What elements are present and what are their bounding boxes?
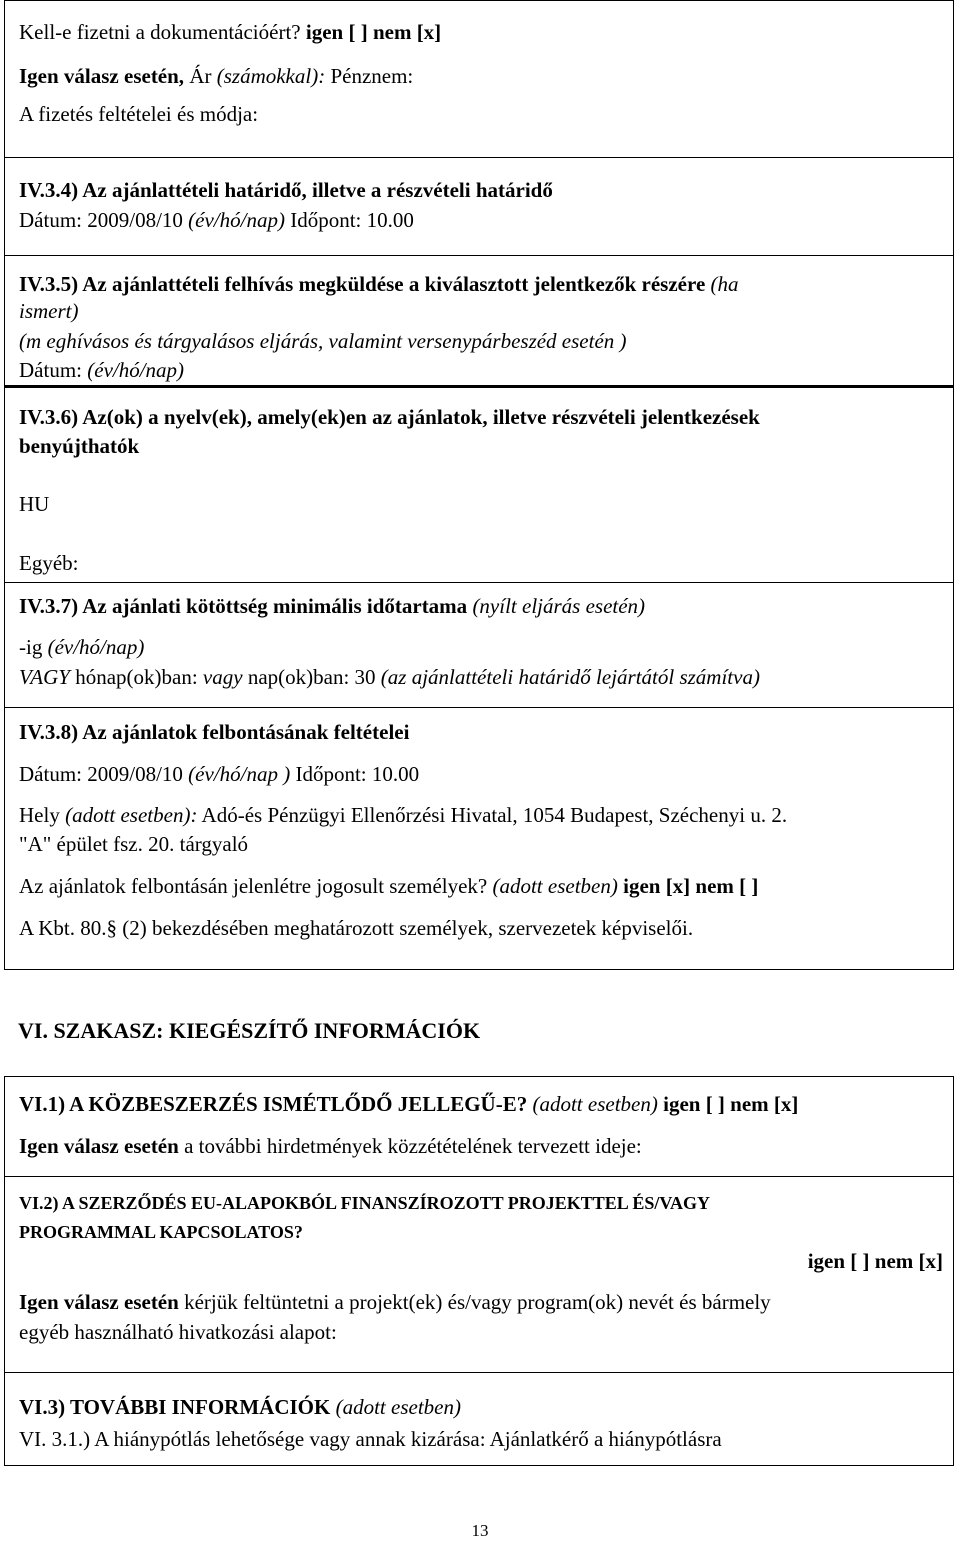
section-iv38-persons: Az ajánlatok felbontásán jelenlétre jogosult személyek? (adott esetben) igen [x] nem [ ] xyxy=(19,874,759,898)
section-vi2-line3: Igen válasz esetén kérjük feltüntetni a projekt(ek) és/vagy program(ok) nevét és bármely xyxy=(19,1290,771,1314)
section-vi-box xyxy=(4,1076,954,1466)
section-iv36-title-cont: benyújthatók xyxy=(19,434,140,458)
section-iv34-title: IV.3.4) Az ajánlattételi határidő, illetve a részvételi határidő xyxy=(19,178,553,202)
separator xyxy=(5,255,953,256)
section-iv38-place-cont: "A" épület fsz. 20. tárgyaló xyxy=(19,832,249,856)
separator xyxy=(5,1176,953,1177)
separator xyxy=(5,1372,953,1373)
separator xyxy=(5,707,953,708)
section-vi-heading: VI. SZAKASZ: KIEGÉSZÍTŐ INFORMÁCIÓK xyxy=(18,1018,481,1043)
section-iv35-date: Dátum: (év/hó/nap) xyxy=(19,358,185,382)
price-line: Igen válasz esetén, Ár (számokkal): Pénznem: xyxy=(19,64,414,88)
section-iv38-kbt: A Kbt. 80.§ (2) bekezdésében meghatározott személyek, szervezetek képviselői. xyxy=(19,916,694,940)
section-iv37-line2: -ig (év/hó/nap) xyxy=(19,635,145,659)
section-vi3-line2: VI. 3.1.) A hiánypótlás lehetősége vagy annak kizárása: Ajánlatkérő a hiánypótlásra xyxy=(19,1427,722,1451)
section-vi2-title-cont: PROGRAMMAL KAPCSOLATOS? xyxy=(19,1222,303,1242)
section-vi2-line4: egyéb használható hivatkozási alapot: xyxy=(19,1320,337,1344)
section-iv35-line2: ismert) xyxy=(19,299,79,323)
section-vi3-title: VI.3) TOVÁBBI INFORMÁCIÓK (adott esetben) xyxy=(19,1395,461,1419)
section-iv35-title: IV.3.5) Az ajánlattételi felhívás megküldése a kiválasztott jelentkezők részére (ha xyxy=(19,272,739,296)
section-iv36-language: HU xyxy=(19,492,50,516)
section-iv38-title: IV.3.8) Az ajánlatok felbontásának feltételei xyxy=(19,720,410,744)
section-iv36-title: IV.3.6) Az(ok) a nyelv(ek), amely(ek)en az ajánlatok, illetve részvételi jelentkezések xyxy=(19,405,760,429)
section-vi2-title: VI.2) A SZERZŐDÉS EU-ALAPOKBÓL FINANSZÍROZOTT PROJEKTTEL ÉS/VAGY xyxy=(19,1193,711,1213)
doc-fee-line: Kell-e fizetni a dokumentációért? igen [ ] nem [x] xyxy=(19,20,442,44)
section-vi1-line2: Igen válasz esetén a további hirdetmények közzétételének tervezett ideje: xyxy=(19,1134,642,1158)
separator xyxy=(5,385,953,388)
section-iv34-date: Dátum: 2009/08/10 (év/hó/nap) Időpont: 10.00 xyxy=(19,208,414,232)
separator xyxy=(5,157,953,158)
payment-terms-line: A fizetés feltételei és módja: xyxy=(19,102,259,126)
section-iv36-other: Egyéb: xyxy=(19,551,79,575)
section-iv35-line3: (m eghívásos és tárgyalásos eljárás, valamint versenypárbeszéd esetén ) xyxy=(19,329,627,353)
section-iv37-line3: VAGY hónap(ok)ban: vagy nap(ok)ban: 30 (az ajánlattételi határidő lejártától számítva) xyxy=(19,665,760,689)
page-number: 13 xyxy=(471,1521,489,1540)
section-iv37-title: IV.3.7) Az ajánlati kötöttség minimális időtartama (nyílt eljárás esetén) xyxy=(19,594,646,618)
separator xyxy=(5,582,953,583)
section-iv3-box xyxy=(4,0,954,970)
section-iv38-date: Dátum: 2009/08/10 (év/hó/nap ) Időpont: 10.00 xyxy=(19,762,420,786)
section-vi2-answer: igen [ ] nem [x] xyxy=(807,1249,943,1273)
section-iv38-place: Hely (adott esetben): Adó-és Pénzügyi Ellenőrzési Hivatal, 1054 Budapest, Széchenyi u. 2. xyxy=(19,803,788,827)
section-vi1-title: VI.1) A KÖZBESZERZÉS ISMÉTLŐDŐ JELLEGŰ-E? (adott esetben) igen [ ] nem [x] xyxy=(19,1092,799,1116)
